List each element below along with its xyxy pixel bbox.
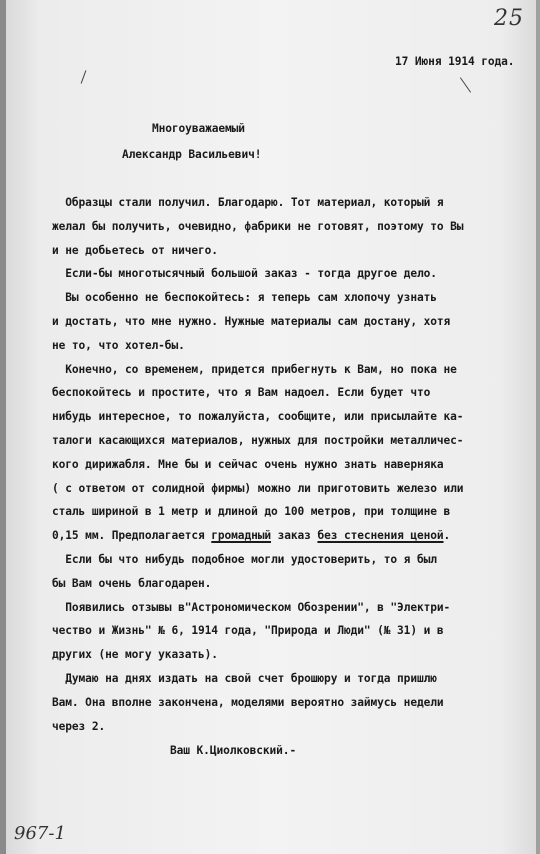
letter-line: нибудь интересное, то пожалуйста, сообщите, или присылайте ка- — [52, 410, 464, 424]
letter-line: Появились отзывы в"Астрономическом Обозрении", в "Электри- — [52, 600, 451, 614]
salutation-line-2: Александр Васильевич! — [122, 148, 262, 161]
letter-line: и не добьетесь от ничего. — [52, 243, 218, 257]
letter-line: ( с ответом от солидной фирмы) можно ли приготовить железо или — [52, 481, 464, 495]
signature: Ваш К.Циолковский.- — [170, 744, 297, 757]
folio-number: 25 — [494, 6, 524, 31]
letter-line: не то, что хотел-бы. — [52, 338, 185, 352]
pencil-mark — [81, 70, 87, 83]
letter-line: кого дирижабля. Мне бы и сейчас очень нужно знать наверняка — [52, 457, 444, 471]
letter-date: 17 Июня 1914 года. — [395, 55, 515, 68]
archive-mark: 967-1 — [14, 823, 66, 844]
salutation-line-1: Многоуважаемый — [152, 122, 245, 135]
underlined-phrase: без стеснения ценой — [317, 529, 444, 543]
page-right-edge — [536, 0, 540, 854]
letter-line: Думаю на днях издать на свой счет брошюру и тогда пришлю — [52, 672, 437, 685]
letter-line: Образцы стали получил. Благодарю. Тот материал, который я — [52, 196, 444, 209]
underlined-phrase: громадный — [211, 529, 271, 543]
letter-line: сталь шириной в 1 метр и длиной до 100 метров, при толщине в — [52, 505, 451, 519]
letter-line: через 2. — [52, 719, 106, 733]
letter-line: желал бы получить, очевидно, фабрики не готовят, поэтому то Вы — [52, 219, 464, 233]
letter-line: беспокойтесь и простите, что я Вам надоел. Если будет что — [52, 386, 431, 400]
letter-line: Если-бы многотысячный большой заказ - тогда другое дело. — [52, 267, 437, 281]
page-left-edge — [0, 0, 6, 854]
pencil-mark — [460, 77, 471, 92]
letter-line: других (не могу указать). — [52, 648, 218, 662]
letter-line: 0,15 мм. Предполагается громадный заказ без стеснения ценой. — [52, 529, 451, 543]
letter-line: талоги касающихся материалов, нужных для постройки металличес- — [52, 434, 464, 447]
letter-line: Вам. Она вполне закончена, моделями вероятно займусь недели — [52, 695, 444, 709]
letter-line: Если бы что нибудь подобное могли удостоверить, то я был — [52, 553, 437, 566]
letter-line: бы Вам очень благодарен. — [52, 576, 212, 590]
letter-line: чество и Жизнь" № 6, 1914 года, "Природа и Люди" (№ 31) и в — [52, 624, 444, 638]
letter-line: и достать, что мне нужно. Нужные материалы сам достану, хотя — [52, 315, 451, 328]
letter-line: Вы особенно не беспокойтесь: я теперь сам хлопочу узнать — [52, 291, 437, 305]
letter-line: Конечно, со временем, придется прибегнуть к Вам, но пока не — [52, 362, 457, 376]
